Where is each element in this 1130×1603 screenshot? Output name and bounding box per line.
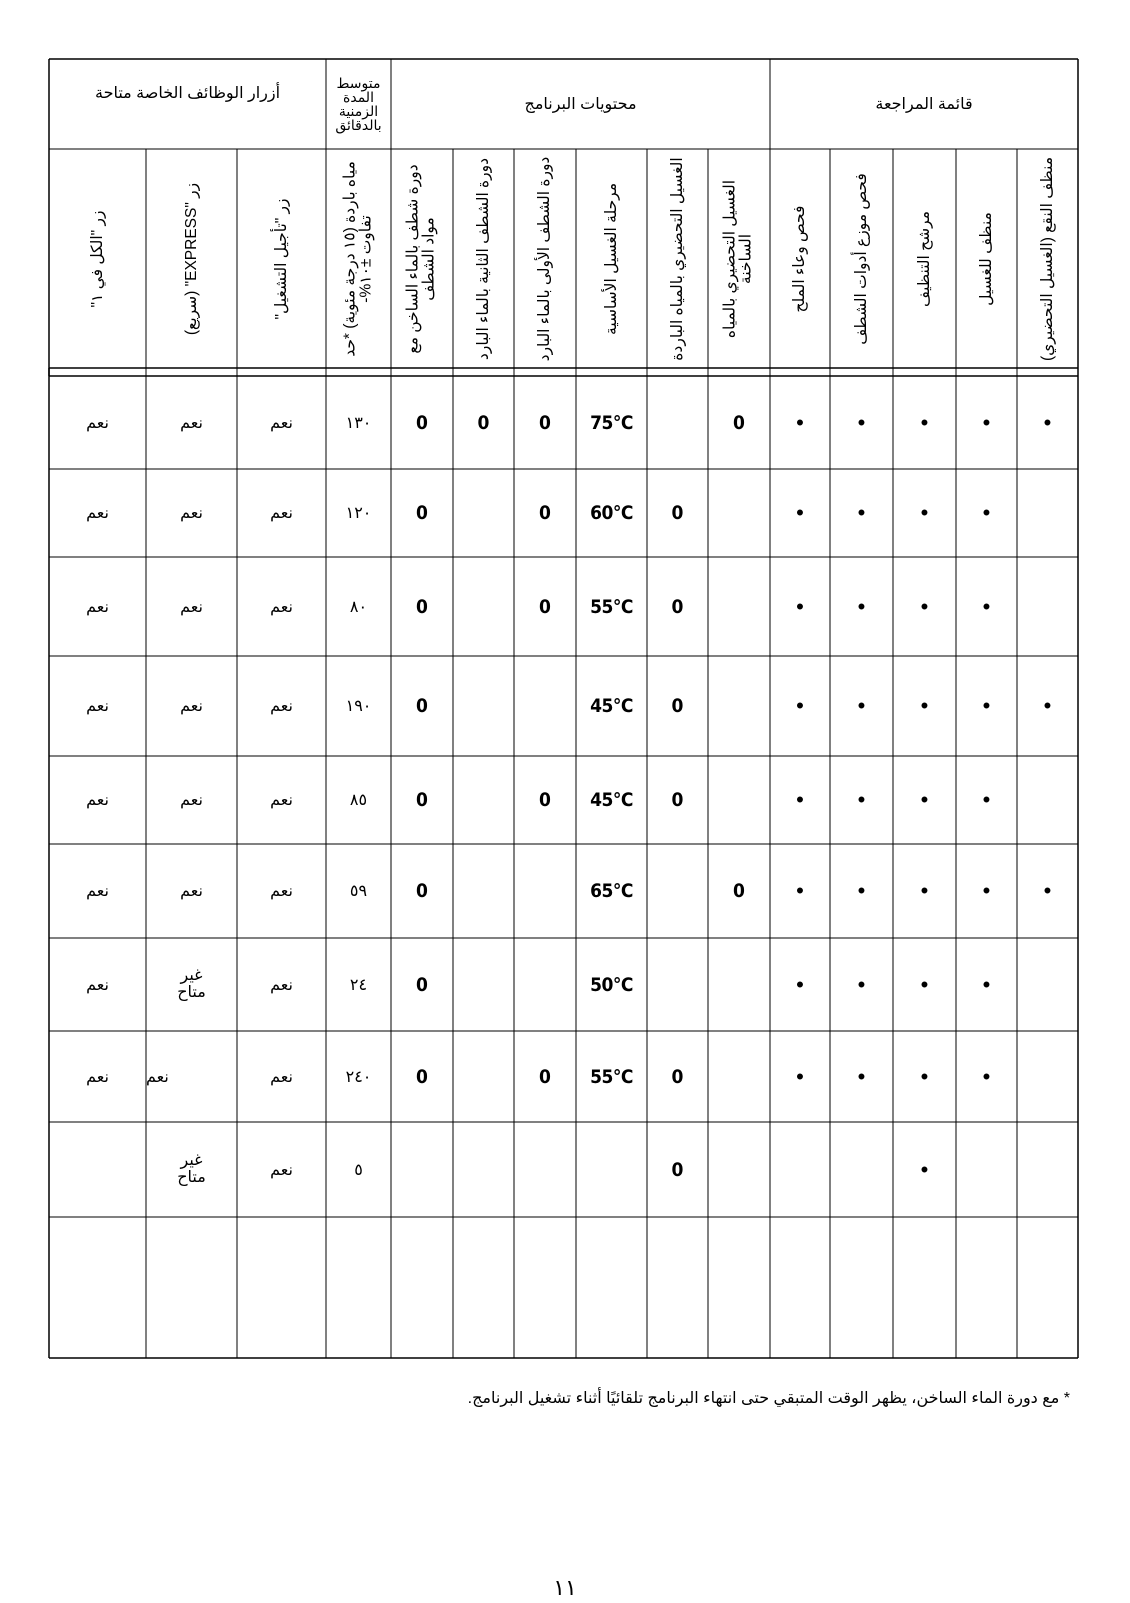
table-cell-r9-hot-prewash (708, 1122, 770, 1217)
table-cell-r10-first-cold-rinse (514, 1217, 576, 1358)
table-cell-r6-duration: ٥٩ (349, 883, 368, 900)
table-cell-r8-second-cold-rinse (453, 1031, 514, 1122)
table-cell-r8-duration: ٢٤٠ (345, 1068, 372, 1086)
table-cell-r4-all-in-one-button: نعم (86, 698, 109, 715)
table-cell-r3-soak-detergent (1017, 557, 1078, 656)
table-cell-r5-second-cold-rinse (453, 756, 514, 844)
column-header-label: دورة شطف بالماء الساخن مع مواد الشطف (404, 163, 438, 354)
table-cell-r9-salt-check (770, 1122, 830, 1217)
table-cell-r1-washing-detergent: • (982, 409, 991, 435)
table-cell-r8-main-wash: 55°C (590, 1065, 633, 1088)
table-cell-r5-first-cold-rinse: 0 (539, 789, 551, 811)
column-header-label: زر "تأجيل التشغيل" (272, 197, 290, 320)
table-cell-r7-cleaning-filter: • (920, 971, 929, 997)
column-header-label: الغسيل التحضيري بالمياه الساخنة (721, 179, 755, 338)
table-cell-r1-soak-detergent: • (1043, 409, 1052, 435)
table-cell-r3-rinse-aid-check: • (857, 593, 866, 619)
table-cell-r5-delay-start-button: نعم (270, 792, 293, 809)
table-cell-r2-cleaning-filter: • (920, 500, 929, 525)
table-cell-r7-cold-prewash (647, 938, 708, 1031)
table-cell-r3-delay-start-button: نعم (270, 598, 293, 616)
column-header-label: زر "الكل في ١" (88, 210, 106, 307)
table-cell-r9-main-wash (576, 1122, 647, 1217)
table-cell-r2-all-in-one-button: نعم (86, 505, 109, 522)
column-header-label: فحص وعاء الملح (790, 205, 808, 312)
table-cell-r3-washing-detergent: • (982, 593, 991, 619)
column-header-washing-detergent (956, 149, 1017, 368)
column-header-rinse-aid-check (830, 149, 893, 368)
table-cell-r3-first-cold-rinse: 0 (539, 595, 551, 618)
column-header-delay-start-button (237, 149, 326, 368)
table-cell-r5-cleaning-filter: • (920, 787, 929, 812)
table-cell-r4-first-cold-rinse (514, 656, 576, 756)
table-cell-r9-soak-detergent (1017, 1122, 1078, 1217)
table-cell-r7-express-button: غير متاح (177, 966, 206, 1001)
table-cell-r8-hot-prewash (708, 1031, 770, 1122)
table-cell-r4-duration: ١٩٠ (345, 698, 372, 715)
table-cell-r9-delay-start-button: نعم (270, 1161, 293, 1179)
table-cell-r2-soak-detergent (1017, 469, 1078, 557)
table-cell-r6-rinse-aid-check: • (857, 878, 866, 903)
table-cell-r4-cold-prewash: 0 (671, 695, 684, 717)
table-cell-r2-duration: ١٢٠ (345, 505, 372, 522)
column-header-label: مرشح التنظيف (915, 210, 933, 307)
table-cell-r4-hot-prewash (708, 656, 770, 756)
table-cell-r1-delay-start-button: نعم (270, 414, 293, 432)
table-cell-r2-washing-detergent: • (982, 500, 991, 525)
group-header-program-contents: محتويات البرنامج (524, 96, 637, 113)
table-cell-r5-all-in-one-button: نعم (86, 792, 109, 809)
table-cell-r5-rinse-aid-check: • (857, 787, 866, 812)
table-cell-r9-cleaning-filter: • (920, 1156, 929, 1182)
table-cell-r3-hot-rinse-with-aid: 0 (416, 595, 428, 618)
table-cell-r7-first-cold-rinse (514, 938, 576, 1031)
table-cell-r9-hot-rinse-with-aid (391, 1122, 453, 1217)
table-cell-r5-salt-check: • (796, 787, 804, 812)
table-cell-r4-express-button: نعم (180, 698, 203, 715)
page-number: ١١ (553, 1575, 577, 1600)
table-cell-r10-main-wash (576, 1217, 647, 1358)
table-cell-r7-main-wash: 50°C (590, 973, 633, 996)
table-cell-r5-main-wash: 45°C (590, 789, 633, 811)
table-cell-r6-main-wash: 65°C (590, 880, 633, 902)
table-cell-r5-duration: ٨٥ (349, 792, 368, 809)
table-cell-r4-delay-start-button: نعم (270, 698, 293, 715)
table-cell-r6-hot-prewash: 0 (733, 880, 745, 902)
table-cell-r4-main-wash: 45°C (590, 695, 633, 717)
column-header-cold-prewash (647, 149, 708, 368)
table-cell-r4-washing-detergent: • (982, 693, 991, 718)
table-cell-r8-soak-detergent (1017, 1031, 1078, 1122)
table-cell-r3-cleaning-filter: • (920, 593, 929, 619)
column-header-label: منظف النقع (الغسيل التحضيري) (1038, 156, 1056, 361)
table-cell-r9-express-button: غير متاح (177, 1151, 206, 1186)
table-cell-r7-soak-detergent (1017, 938, 1078, 1031)
table-cell-r8-cold-prewash: 0 (671, 1065, 684, 1088)
column-header-all-in-one-button (49, 149, 146, 368)
table-cell-r8-express-button: نعم (146, 1068, 169, 1086)
table-cell-r6-delay-start-button: نعم (270, 883, 293, 900)
table-cell-r10-salt-check (770, 1217, 830, 1358)
footnote: * مع دورة الماء الساخن، يظهر الوقت المتبقي حتى انتهاء البرنامج تلقائيًا أثناء تشغيل البرنامج. (467, 1390, 1070, 1407)
column-header-label: مياه باردة (١٥ درجة مئوية) *حد تفاوت ±١٠%- (341, 160, 375, 357)
table-cell-r3-duration: ٨٠ (349, 598, 368, 616)
table-cell-r5-express-button: نعم (180, 792, 203, 809)
column-header-soak-detergent (1017, 149, 1078, 368)
table-cell-r8-all-in-one-button: نعم (86, 1068, 109, 1086)
column-header-label: منظف للغسيل (977, 211, 995, 306)
table-cell-r10-hot-rinse-with-aid (391, 1217, 453, 1358)
table-cell-r2-rinse-aid-check: • (857, 500, 866, 525)
table-cell-r4-salt-check: • (796, 693, 804, 718)
column-header-salt-check (770, 149, 830, 368)
column-header-label: فحص موزع أدوات الشطف (852, 172, 870, 345)
table-cell-r1-salt-check: • (796, 409, 804, 435)
column-header-label: دورة الشطف الأولى بالماء البارد (535, 156, 553, 361)
table-cell-r6-all-in-one-button: نعم (86, 883, 109, 900)
table-cell-r5-hot-prewash (708, 756, 770, 844)
table-cell-r5-washing-detergent: • (982, 787, 991, 812)
table-cell-r1-first-cold-rinse: 0 (539, 411, 551, 434)
table-cell-r7-hot-rinse-with-aid: 0 (416, 973, 428, 996)
table-cell-r7-delay-start-button: نعم (270, 976, 293, 994)
table-cell-r10-second-cold-rinse (453, 1217, 514, 1358)
table-cell-r7-washing-detergent: • (982, 971, 991, 997)
table-cell-r9-duration: ٥ (354, 1161, 363, 1179)
table-cell-r2-second-cold-rinse (453, 469, 514, 557)
table-cell-r9-first-cold-rinse (514, 1122, 576, 1217)
table-cell-r6-hot-rinse-with-aid: 0 (416, 880, 428, 902)
column-header-second-cold-rinse (453, 149, 514, 368)
table-cell-r2-main-wash: 60°C (590, 502, 633, 524)
column-header-label: مرحلة الغسيل الأساسية (602, 182, 620, 335)
table-cell-r3-second-cold-rinse (453, 557, 514, 656)
table-cell-r1-main-wash: 75°C (590, 411, 633, 434)
table-cell-r3-cold-prewash: 0 (671, 595, 684, 618)
table-cell-r2-salt-check: • (796, 500, 804, 525)
table-cell-r3-main-wash: 55°C (590, 595, 633, 618)
table-cell-r4-second-cold-rinse (453, 656, 514, 756)
group-header-special-functions: أزرار الوظائف الخاصة متاحة (94, 84, 281, 102)
column-header-label: دورة الشطف الثانية بالماء البارد (474, 157, 492, 360)
table-cell-r10-rinse-aid-check (830, 1217, 893, 1358)
table-cell-r6-second-cold-rinse (453, 844, 514, 938)
table-cell-r10-hot-prewash (708, 1217, 770, 1358)
table-cell-r1-second-cold-rinse: 0 (477, 411, 490, 434)
table-cell-r4-hot-rinse-with-aid: 0 (416, 695, 428, 717)
table-cell-r2-hot-rinse-with-aid: 0 (416, 502, 428, 524)
table-cell-r1-hot-rinse-with-aid: 0 (416, 411, 428, 434)
table-cell-r7-rinse-aid-check: • (857, 971, 866, 997)
table-cell-r9-rinse-aid-check (830, 1122, 893, 1217)
table-cell-r3-hot-prewash (708, 557, 770, 656)
column-header-main-wash (576, 149, 647, 368)
table-cell-r8-hot-rinse-with-aid: 0 (416, 1065, 428, 1088)
table-cell-r7-duration: ٢٤ (349, 976, 368, 994)
table-cell-r6-cold-prewash (647, 844, 708, 938)
table-cell-r1-cold-prewash (647, 376, 708, 469)
table-cell-r5-soak-detergent (1017, 756, 1078, 844)
table-cell-r8-first-cold-rinse: 0 (539, 1065, 551, 1088)
table-cell-r8-salt-check: • (796, 1063, 804, 1089)
table-cell-r10-duration (326, 1217, 391, 1358)
table-cell-r1-duration: ١٣٠ (345, 414, 372, 432)
table-cell-r8-delay-start-button: نعم (270, 1068, 293, 1086)
table-cell-r9-all-in-one-button (49, 1122, 146, 1217)
table-cell-r4-rinse-aid-check: • (857, 693, 866, 718)
table-cell-r9-washing-detergent (956, 1122, 1017, 1217)
table-cell-r10-delay-start-button (237, 1217, 326, 1358)
table-cell-r10-soak-detergent (1017, 1217, 1078, 1358)
table-cell-r7-hot-prewash (708, 938, 770, 1031)
table-cell-r2-cold-prewash: 0 (671, 502, 684, 524)
table-cell-r10-all-in-one-button (49, 1217, 146, 1358)
table-cell-r7-all-in-one-button: نعم (86, 976, 109, 994)
table-cell-r8-cleaning-filter: • (920, 1063, 929, 1089)
table-cell-r10-washing-detergent (956, 1217, 1017, 1358)
table-cell-r6-washing-detergent: • (982, 878, 991, 903)
table-cell-r2-first-cold-rinse: 0 (539, 502, 551, 524)
table-cell-r3-salt-check: • (796, 593, 804, 619)
table-cell-r6-soak-detergent: • (1043, 878, 1052, 903)
table-cell-r1-cleaning-filter: • (920, 409, 929, 435)
table-cell-r8-washing-detergent: • (982, 1063, 991, 1089)
column-header-cleaning-filter (893, 149, 956, 368)
table-cell-r6-salt-check: • (796, 878, 804, 903)
table-cell-r7-second-cold-rinse (453, 938, 514, 1031)
table-cell-r4-cleaning-filter: • (920, 693, 929, 718)
column-header-express-button (146, 149, 237, 368)
table-cell-r6-express-button: نعم (180, 883, 203, 900)
table-cell-r5-cold-prewash: 0 (671, 789, 684, 811)
column-header-hot-rinse-with-aid (391, 149, 453, 368)
table-cell-r2-delay-start-button: نعم (270, 505, 293, 522)
table-cell-r4-soak-detergent: • (1043, 693, 1052, 718)
table-cell-r6-cleaning-filter: • (920, 878, 929, 903)
table-cell-r2-hot-prewash (708, 469, 770, 557)
table-cell-r10-cold-prewash (647, 1217, 708, 1358)
group-header-checklist: قائمة المراجعة (875, 96, 973, 113)
column-header-first-cold-rinse (514, 149, 576, 368)
table-cell-r6-first-cold-rinse (514, 844, 576, 938)
table-cell-r1-express-button: نعم (180, 414, 203, 432)
table-cell-r2-express-button: نعم (180, 505, 203, 522)
table-cell-r1-all-in-one-button: نعم (86, 414, 109, 432)
table-cell-r9-second-cold-rinse (453, 1122, 514, 1217)
table-cell-r10-express-button (146, 1217, 237, 1358)
column-header-duration (326, 149, 391, 368)
group-header-duration: متوسط المدة الزمنية بالدقائق (335, 75, 382, 133)
table-cell-r3-express-button: نعم (180, 598, 203, 616)
table-cell-r8-rinse-aid-check: • (857, 1063, 866, 1089)
table-cell-r9-cold-prewash: 0 (671, 1158, 684, 1181)
table-cell-r1-hot-prewash: 0 (733, 411, 745, 434)
table-cell-r7-salt-check: • (796, 971, 804, 997)
table-cell-r3-all-in-one-button: نعم (86, 598, 109, 616)
column-header-label: زر "EXPRESS" (سريع) (182, 182, 200, 335)
column-header-label: الغسيل التحضيري بالمياه الباردة (668, 156, 686, 361)
table-cell-r5-hot-rinse-with-aid: 0 (416, 789, 428, 811)
table-cell-r10-cleaning-filter (893, 1217, 956, 1358)
table-cell-r1-rinse-aid-check: • (857, 409, 866, 435)
column-header-hot-prewash (708, 149, 770, 368)
